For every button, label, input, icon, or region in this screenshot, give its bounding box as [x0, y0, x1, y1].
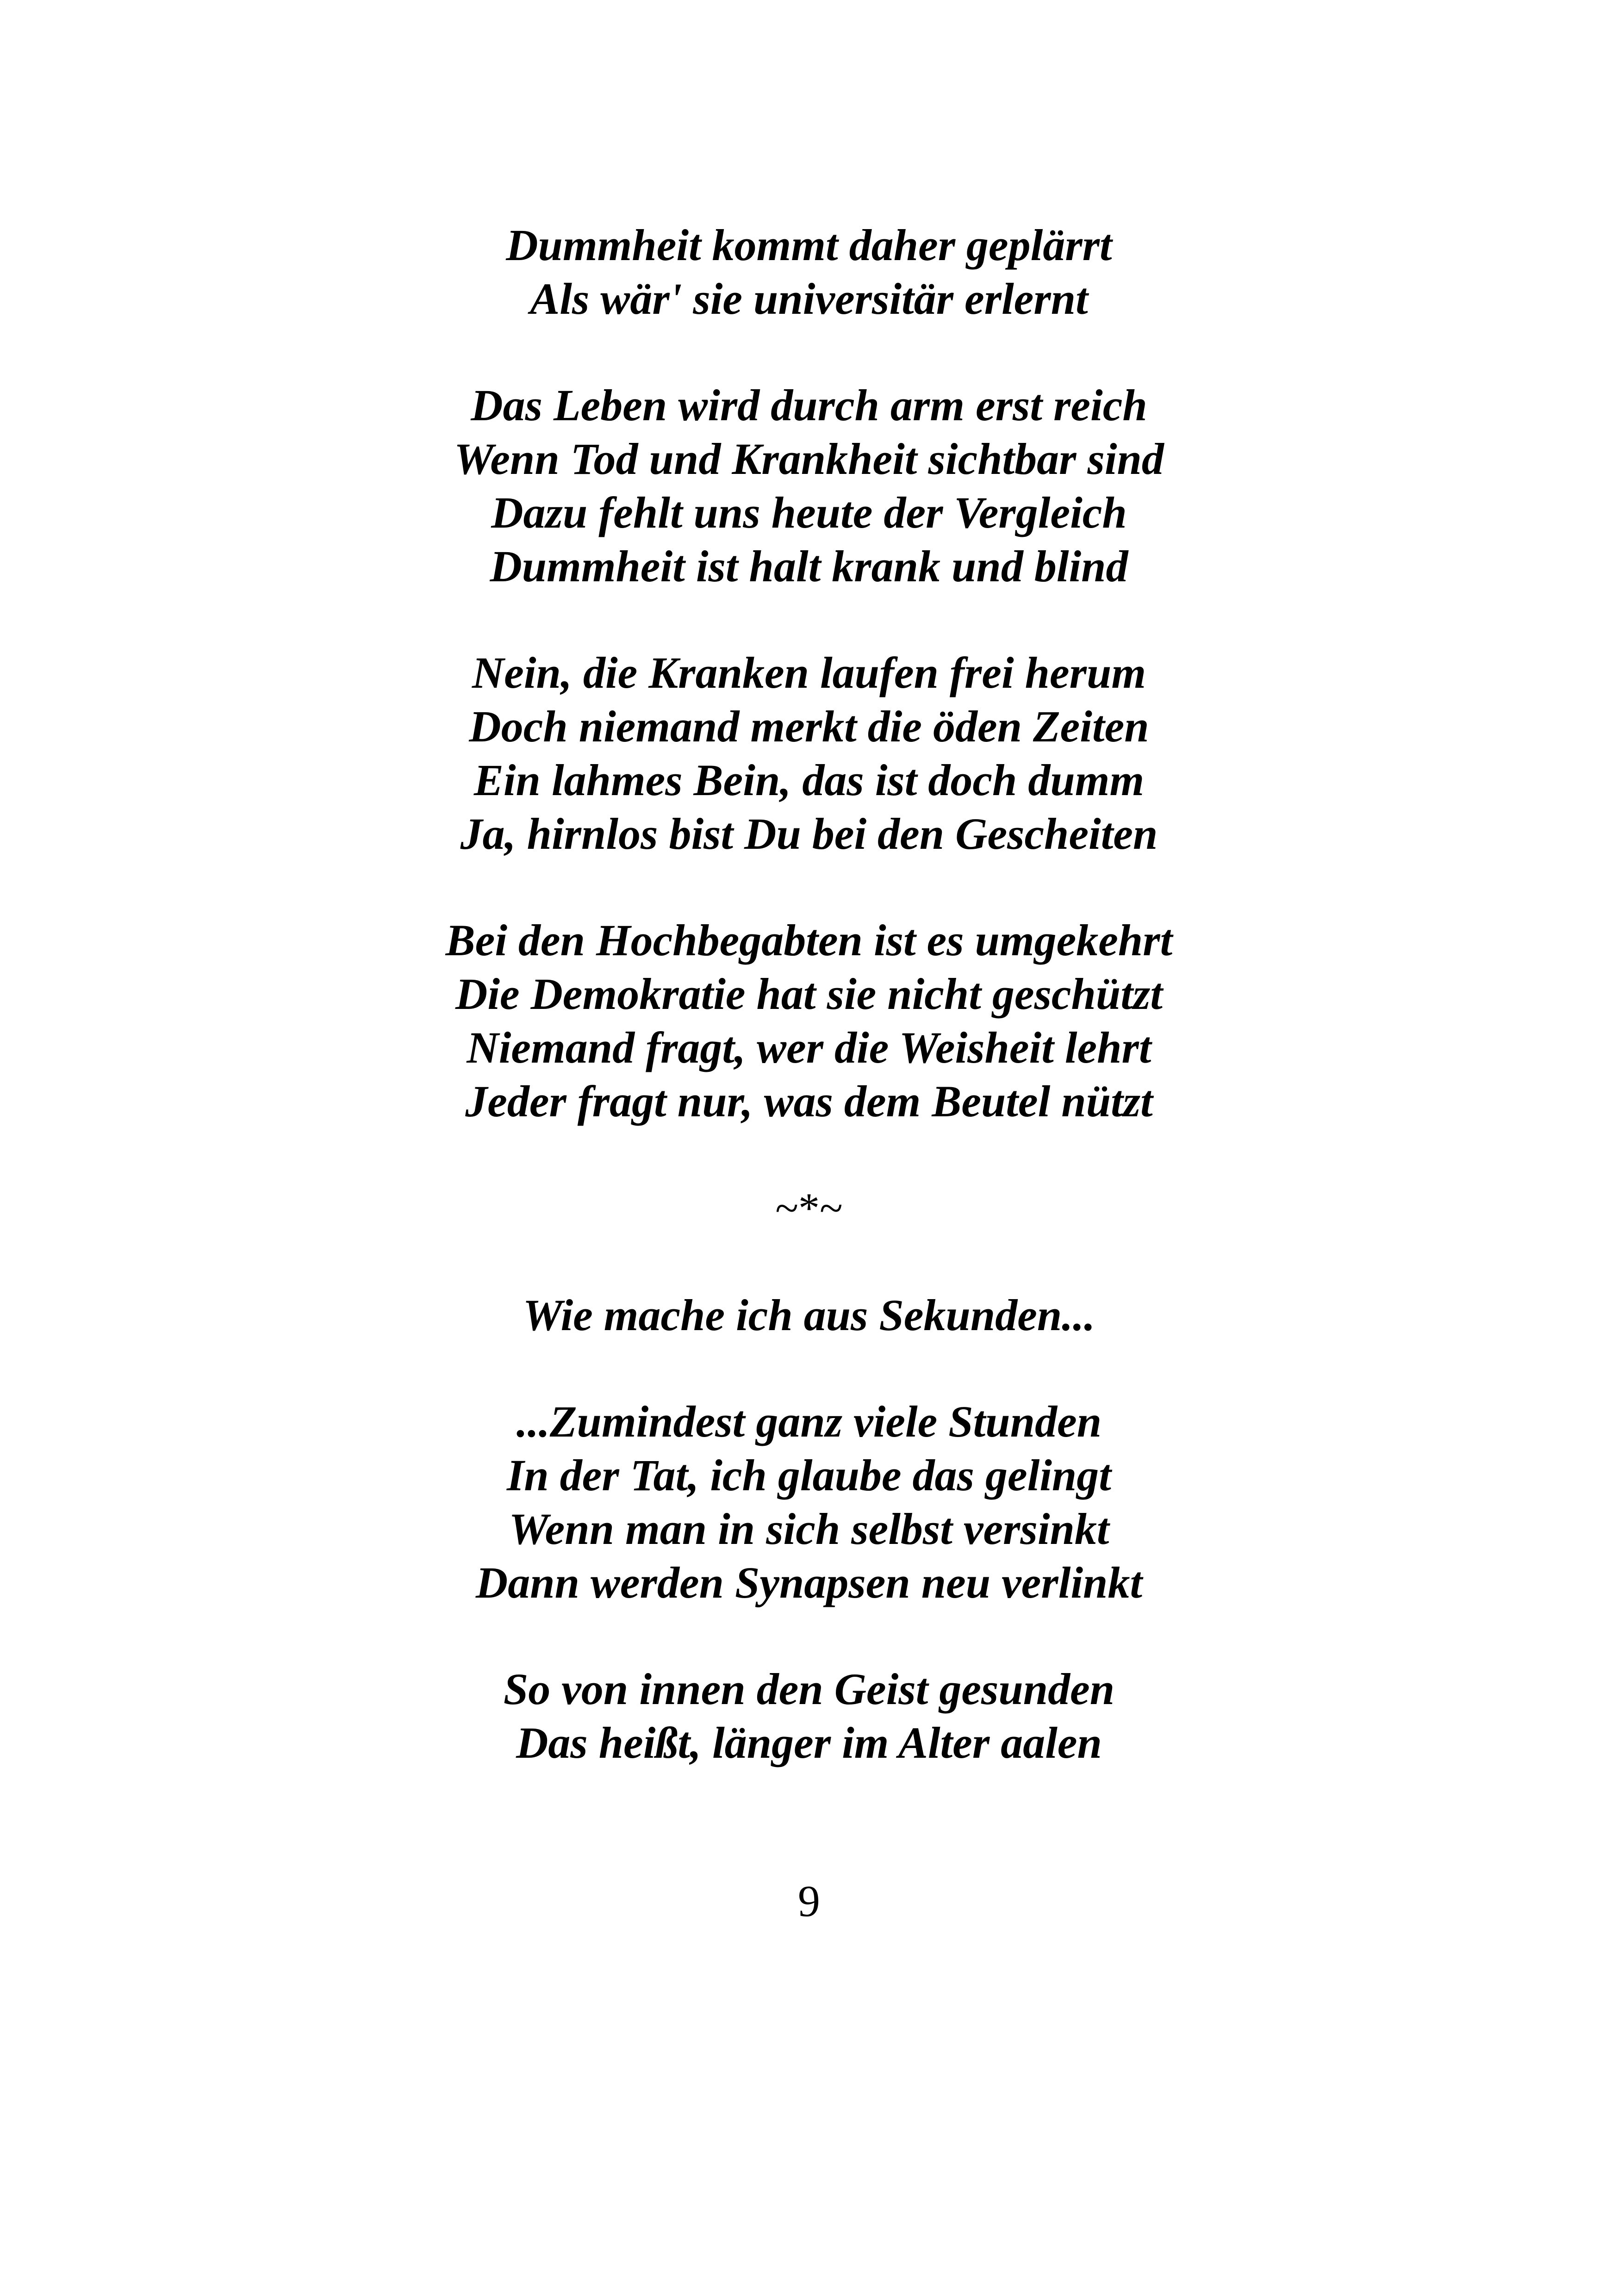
- poem-line: Das Leben wird durch arm erst reich: [471, 380, 1147, 430]
- poem-line: Ein lahmes Bein, das ist doch dumm: [473, 755, 1145, 805]
- poem-line: Als wär' sie universitär erlernt: [530, 274, 1088, 324]
- poem-line: Bei den Hochbegabten ist es umgekehrt: [445, 915, 1173, 965]
- poem-line: Doch niemand merkt die öden Zeiten: [469, 702, 1149, 751]
- poem-line: So von innen den Geist gesunden: [503, 1664, 1115, 1714]
- poem-line: Jeder fragt nur, was dem Beutel nützt: [465, 1076, 1153, 1126]
- section-divider: ~*~: [775, 1184, 843, 1232]
- page-number: 9: [798, 1876, 820, 1926]
- poem-line: Wenn Tod und Krankheit sichtbar sind: [454, 434, 1164, 484]
- poem-line: Nein, die Kranken laufen frei herum: [472, 648, 1146, 697]
- poem-line: Dazu fehlt uns heute der Vergleich: [491, 488, 1127, 537]
- poem-line: In der Tat, ich glaube das gelingt: [507, 1450, 1111, 1500]
- poem-line: Wenn man in sich selbst versinkt: [509, 1504, 1109, 1554]
- poem-line: ...Zumindest ganz viele Stunden: [516, 1397, 1102, 1446]
- poem-line: Dummheit kommt daher geplärrt: [506, 220, 1112, 270]
- poem-title: Wie mache ich aus Sekunden...: [523, 1290, 1095, 1340]
- poem-line: Dann werden Synapsen neu verlinkt: [475, 1558, 1143, 1607]
- poem-line: Die Demokratie hat sie nicht geschützt: [455, 969, 1163, 1019]
- poem-line: Ja, hirnlos bist Du bei den Gescheiten: [460, 809, 1158, 859]
- poem-line: Niemand fragt, wer die Weisheit lehrt: [467, 1023, 1151, 1072]
- poem-line: Dummheit ist halt krank und blind: [490, 541, 1128, 591]
- poem-line: Das heißt, länger im Alter aalen: [516, 1718, 1102, 1767]
